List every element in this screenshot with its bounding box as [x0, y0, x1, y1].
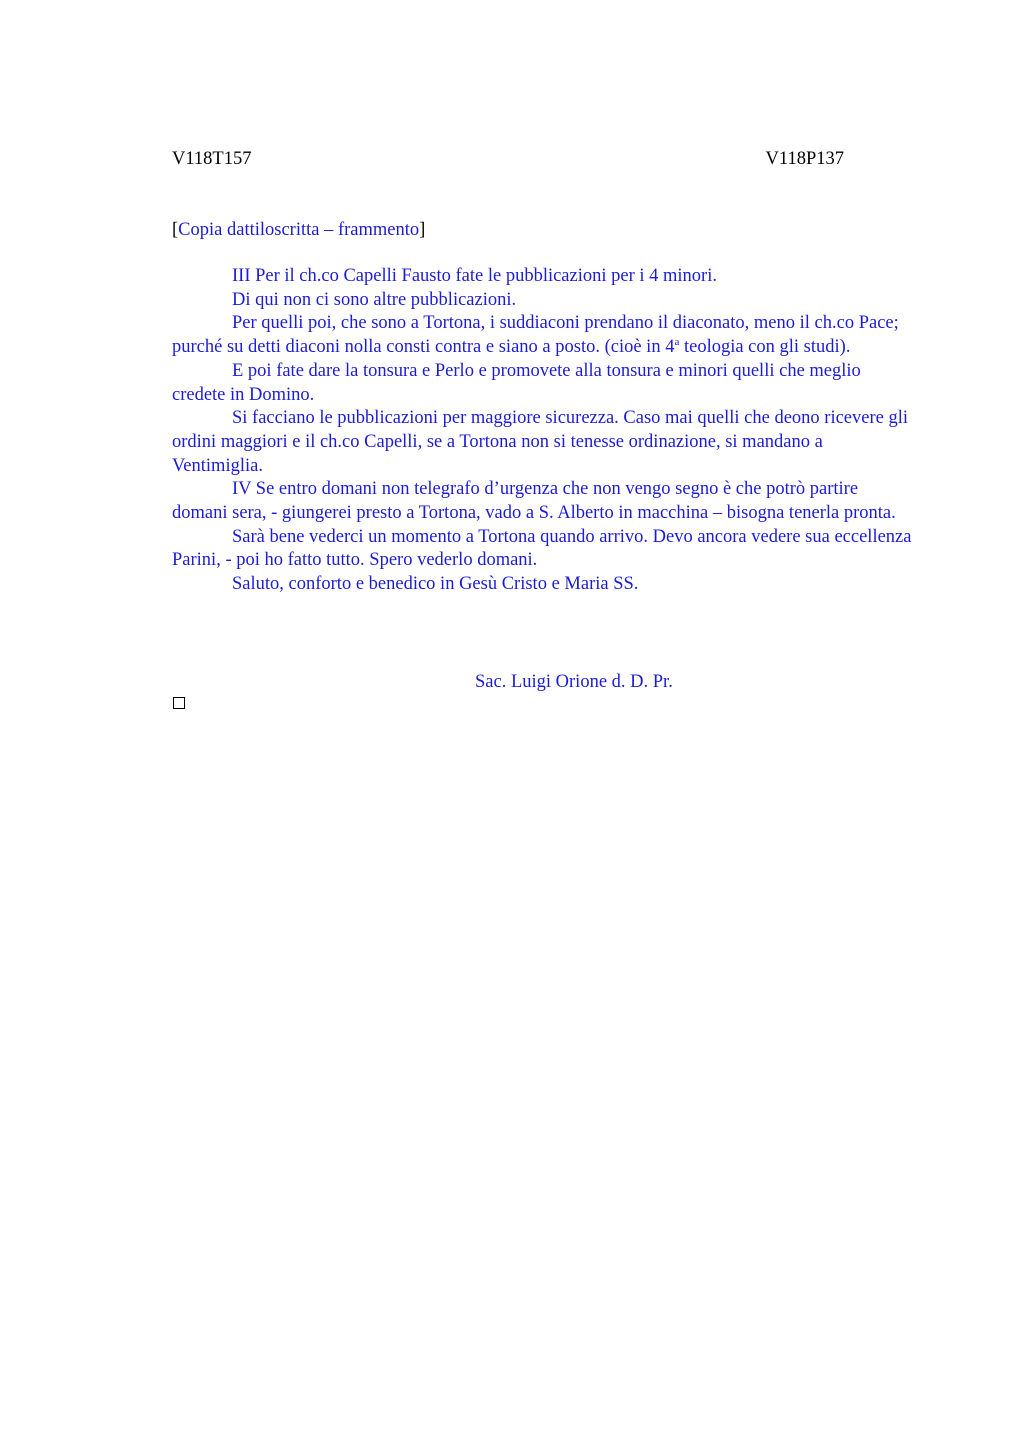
- paragraph-3-superscript: a: [674, 335, 680, 348]
- document-code-left: V118T157: [172, 149, 252, 169]
- signature: Sac. Luigi Orione d. D. Pr.: [475, 672, 673, 692]
- paragraph-3: [172, 312, 918, 359]
- paragraph-1: III Per il ch.co Capelli Fausto fate le pubblicazioni per i 4 minori.: [232, 266, 717, 286]
- subtitle-text: Copia dattiloscritta – frammento: [178, 220, 420, 240]
- document-subtitle: [172, 217, 425, 243]
- paragraph-5: Si facciano le pubblicazioni per maggiore sicurezza. Caso mai quelli che deono ricevere gli ordini maggiori e il ch.co Capelli, se a Tortona non si tenesse ordinazione, si mandano a Ventimiglia.: [172, 408, 908, 476]
- paragraph-7: Sarà bene vederci un momento a Tortona quando arrivo. Devo ancora vedere sua eccellenza Parini, - poi ho fatto tutto. Spero vederlo domani.: [172, 526, 912, 571]
- letter-body: [172, 265, 918, 597]
- subtitle-close-bracket: ]: [419, 220, 426, 240]
- paragraph-6: IV Se entro domani non telegrafo d’urgenza che non vengo segno è che potrò partire domani sera, - giungerei presto a Tortona, vado a S. Alberto in macchina – bisogna tenerla pronta.: [172, 479, 896, 524]
- paragraph-4: E poi fate dare la tonsura e Perlo e promovete alla tonsura e minori quelli che meglio credete in Domino.: [172, 360, 861, 405]
- paragraph-2: Di qui non ci sono altre pubblicazioni.: [232, 289, 517, 310]
- paragraph-3-text-after: teologia con gli studi).: [679, 337, 851, 358]
- subtitle-open-bracket: [: [172, 220, 179, 240]
- document-header: [172, 146, 844, 172]
- paragraph-3-text-before: Per quelli poi, che sono a Tortona, i suddiaconi prendano il diaconato, meno il ch.co Pace; purché su detti diaconi nolla consti contra e siano a posto. (cioè in 4: [172, 313, 899, 358]
- empty-square-icon: [173, 697, 185, 709]
- paragraph-8: Saluto, conforto e benedico in Gesù Cristo e Maria SS.: [232, 574, 639, 595]
- document-code-right: V118P137: [765, 149, 844, 169]
